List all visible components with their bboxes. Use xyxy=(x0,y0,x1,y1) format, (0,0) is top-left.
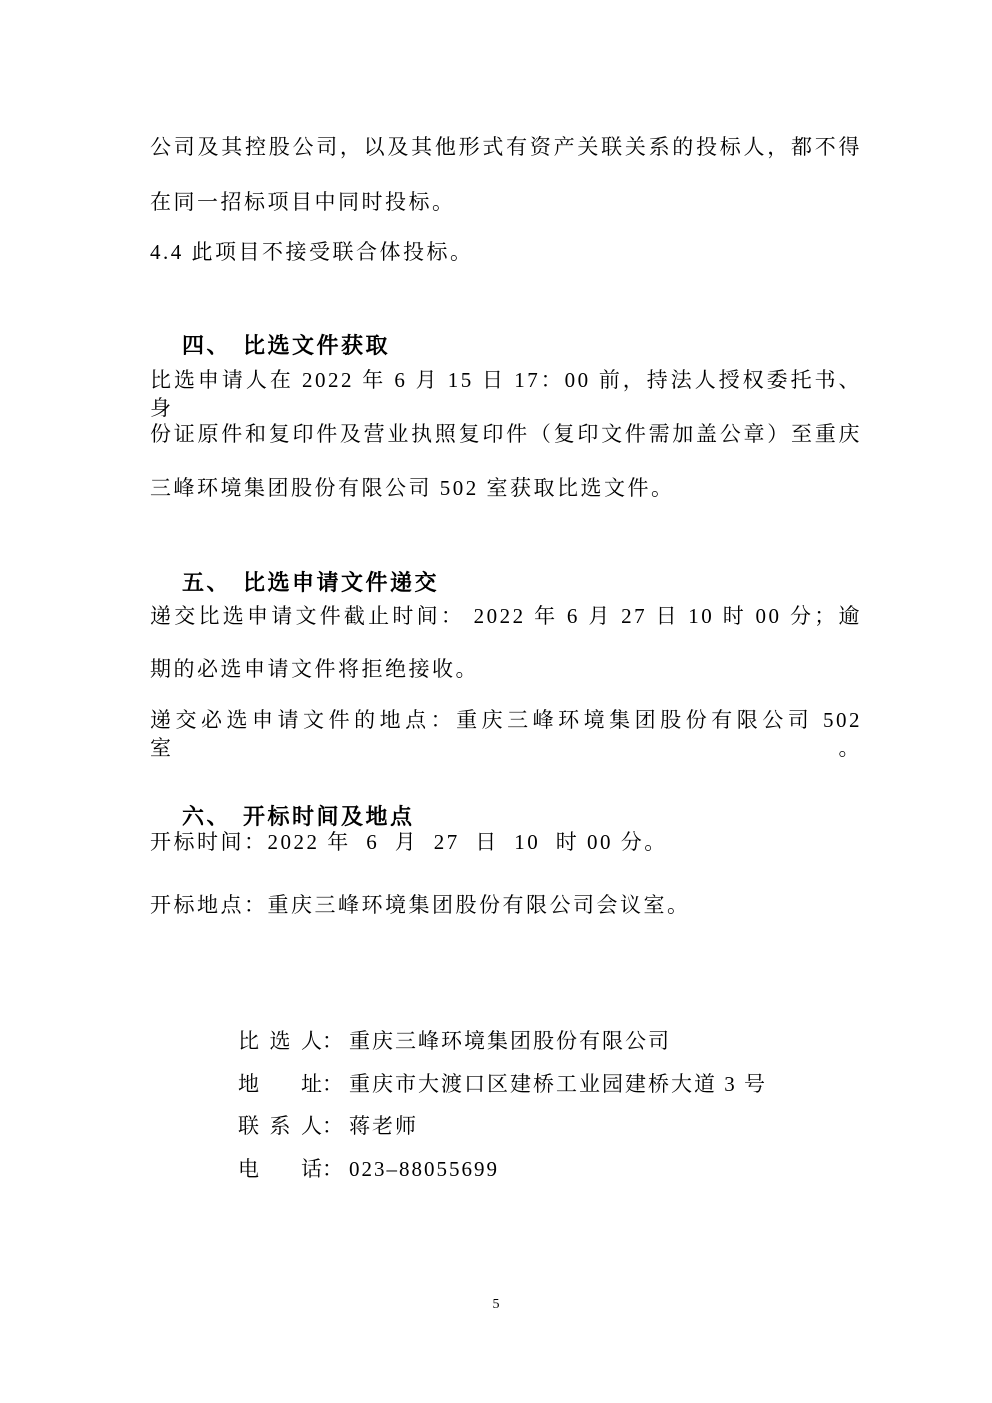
section-5-line-3: 递交必选申请文件的地点：重庆三峰环境集团股份有限公司 502 室。 xyxy=(150,708,870,760)
contact-colon: ： xyxy=(322,1157,343,1181)
contact-colon: ： xyxy=(322,1114,343,1138)
contact-colon: ： xyxy=(322,1029,343,1053)
section-6-line-1: 开标时间：2022 年 6 月 27 日 10 时 00 分。 xyxy=(150,830,668,854)
contact-value-person: 蒋老师 xyxy=(349,1114,418,1138)
section-5-line-2: 期的必选申请文件将拒绝接收。 xyxy=(150,657,479,681)
section-5-line-1: 递交比选申请文件截止时间： 2022 年 6 月 27 日 10 时 00 分；逾 xyxy=(150,604,862,628)
section-4-number: 四、 xyxy=(182,333,232,358)
contact-row-phone xyxy=(217,1127,857,1211)
contact-label-selector: 比选人 xyxy=(238,1029,322,1053)
paragraph-4-4: 4.4 此项目不接受联合体投标。 xyxy=(150,240,474,264)
contact-value-address: 重庆市大渡口区建桥工业园建桥大道 3 号 xyxy=(349,1072,767,1096)
section-6-number: 六、 xyxy=(182,804,232,829)
paragraph-4-3-line-2: 在同一招标项目中同时投标。 xyxy=(150,190,456,214)
section-5-number: 五、 xyxy=(182,570,232,595)
section-4-line-1: 比选申请人在 2022 年 6 月 15 日 17：00 前，持法人授权委托书、身 xyxy=(150,368,862,420)
section-4-title: 比选文件获取 xyxy=(243,333,391,358)
contact-value-selector: 重庆三峰环境集团股份有限公司 xyxy=(349,1029,671,1053)
contact-label-phone: 电话 xyxy=(238,1157,322,1181)
contact-value-phone: 023–88055699 xyxy=(349,1157,499,1181)
section-5-title: 比选申请文件递交 xyxy=(243,570,440,595)
paragraph-4-3-line-1: 公司及其控股公司，以及其他形式有资产关联关系的投标人，都不得 xyxy=(150,135,862,159)
page-number: 5 xyxy=(492,1297,500,1312)
contact-label-address: 地址 xyxy=(238,1072,322,1096)
section-4-line-2: 份证原件和复印件及营业执照复印件（复印文件需加盖公章）至重庆 xyxy=(150,422,862,446)
contact-label-person: 联系人 xyxy=(238,1114,322,1138)
section-4-line-3: 三峰环境集团股份有限公司 502 室获取比选文件。 xyxy=(150,476,675,500)
contact-colon: ： xyxy=(322,1072,343,1096)
section-6-line-2: 开标地点：重庆三峰环境集团股份有限公司会议室。 xyxy=(150,893,691,917)
section-6-title: 开标时间及地点 xyxy=(243,804,415,829)
